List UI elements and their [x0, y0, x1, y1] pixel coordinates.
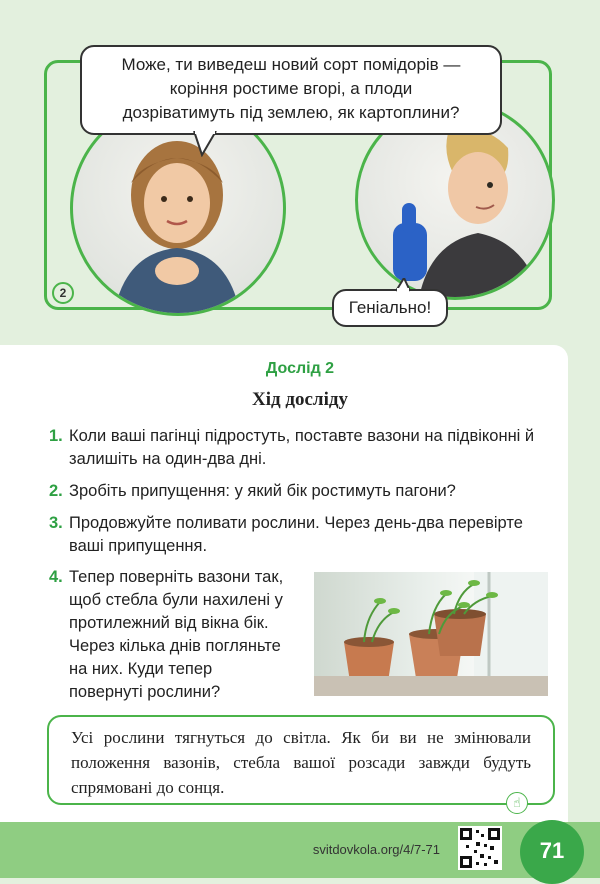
step-item — [49, 480, 559, 503]
experiment-title: Дослід 2 — [265, 360, 335, 377]
speech-bubble-girl — [80, 45, 502, 135]
step-item — [49, 512, 559, 558]
step-item — [49, 566, 284, 704]
speech-line: коріння ростиме вгорі, а плоди — [169, 79, 413, 98]
step-item — [49, 425, 559, 471]
speech-bubble-boy — [332, 289, 448, 327]
speech-bubble-tail — [192, 131, 218, 157]
step-number: 3. — [49, 514, 63, 532]
qr-code-icon[interactable] — [458, 826, 502, 870]
step-text: Коли ваші пагінці підростуть, поставте вазони на підвіконні й залишіть на один-два дні. — [69, 427, 535, 468]
experiment-subtitle: Хід досліду — [252, 389, 348, 410]
scene-number-badge: 2 — [52, 282, 74, 304]
speech-bubble-boy-tail — [392, 278, 414, 292]
page-number: 71 — [520, 820, 584, 884]
step-number: 1. — [49, 427, 63, 445]
speech-line: дозріватимуть під землею, як картоплини? — [122, 103, 460, 122]
reply-text: Геніально! — [348, 298, 432, 317]
step-number: 2. — [49, 482, 63, 500]
windowsill — [314, 676, 548, 696]
footer-link[interactable]: svitdovkola.org/4/7-71 — [312, 842, 440, 857]
conclusion-text: Усі рослини тягнуться до світла. Як би ви не змінювали положення вазонів, стебла вашої розсади завжди будуть спрямовані до сонця. — [71, 728, 531, 797]
speech-line: Може, ти виведеш новий сорт помідорів — — [121, 55, 461, 74]
step-number: 4. — [49, 568, 63, 586]
conclusion-box — [47, 715, 555, 805]
step-text: Тепер поверніть вазони так, щоб стебла були нахилені у протилежний від вікна бік. Через кілька днів погляньте на них. Куди тепер повернуті рослини? — [69, 568, 284, 701]
hand-pointer-icon: ☝ — [506, 792, 528, 814]
step-text: Зробіть припущення: у який бік ростимуть пагони? — [69, 482, 456, 500]
seedlings-photo — [314, 572, 548, 696]
step-text: Продовжуйте поливати рослини. Через день-два перевірте ваші припущення. — [69, 514, 523, 555]
